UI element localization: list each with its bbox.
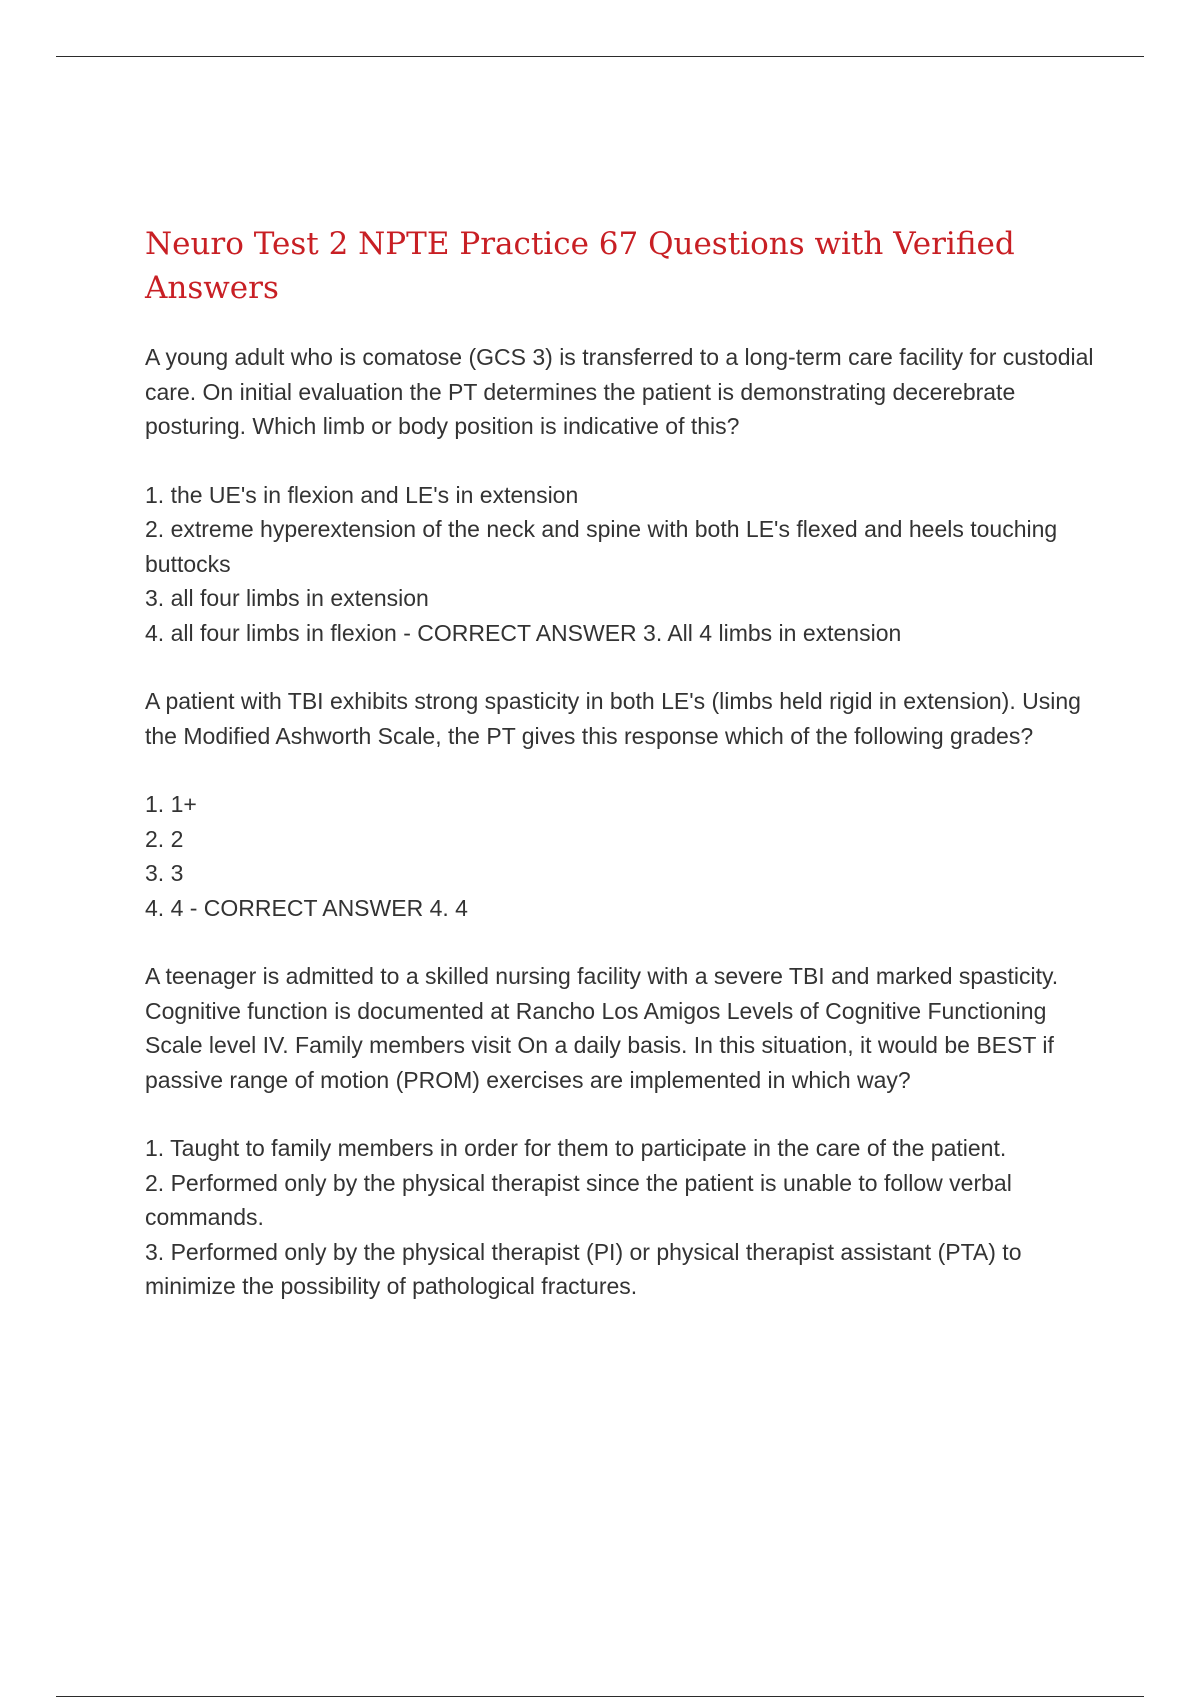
question-3 <box>145 959 1095 1304</box>
document-body <box>145 222 1095 1338</box>
question-stem: A patient with TBI exhibits strong spasticity in both LE's (limbs held rigid in extension). Using the Modified Ashworth Scale, the PT gives this response which of the following grades? <box>145 688 1081 749</box>
question-stem: A young adult who is comatose (GCS 3) is transferred to a long-term care facility for custodial care. On initial evaluation the PT determines the patient is demonstrating decerebrate posturing. Which limb or body position is indicative of this? <box>145 344 1094 439</box>
question-2 <box>145 684 1095 925</box>
answer-option: 1. 1+ <box>145 791 197 817</box>
answer-options <box>145 787 1095 925</box>
answer-option: 2. extreme hyperextension of the neck and spine with both LE's flexed and heels touching buttocks <box>145 516 1058 577</box>
answer-option: 3. all four limbs in extension <box>145 585 429 611</box>
question-stem: A teenager is admitted to a skilled nursing facility with a severe TBI and marked spasticity. Cognitive function is documented at Rancho Los Amigos Levels of Cognitive Functioning Scale level IV. Family members visit On a daily basis. In this situation, it would be BEST if passive range of motion (PROM) exercises are implemented in which way? <box>145 963 1059 1093</box>
document-title: Neuro Test 2 NPTE Practice 67 Questions with Verified Answers <box>145 226 1015 306</box>
answer-option: 4. 4 - CORRECT ANSWER 4. 4 <box>145 894 468 921</box>
answer-option: 1. the UE's in flexion and LE's in extension <box>145 481 579 508</box>
answer-option: 1. Taught to family members in order for them to participate in the care of the patient. <box>145 1135 1007 1161</box>
footer-rule <box>56 1696 1144 1697</box>
answer-option: 2. 2 <box>145 825 184 852</box>
answer-options <box>145 1131 1095 1304</box>
answer-option: 2. Performed only by the physical therapist since the patient is unable to follow verbal commands. <box>145 1169 1012 1230</box>
answer-option: 3. 3 <box>145 860 184 886</box>
header-rule <box>56 56 1144 57</box>
answer-option: 3. Performed only by the physical therapist (PI) or physical therapist assistant (PTA) to minimize the possibility of pathological fractures. <box>145 1238 1022 1299</box>
question-1 <box>145 340 1095 650</box>
answer-option: 4. all four limbs in flexion - CORRECT ANSWER 3. All 4 limbs in extension <box>145 619 902 646</box>
answer-options <box>145 478 1095 651</box>
